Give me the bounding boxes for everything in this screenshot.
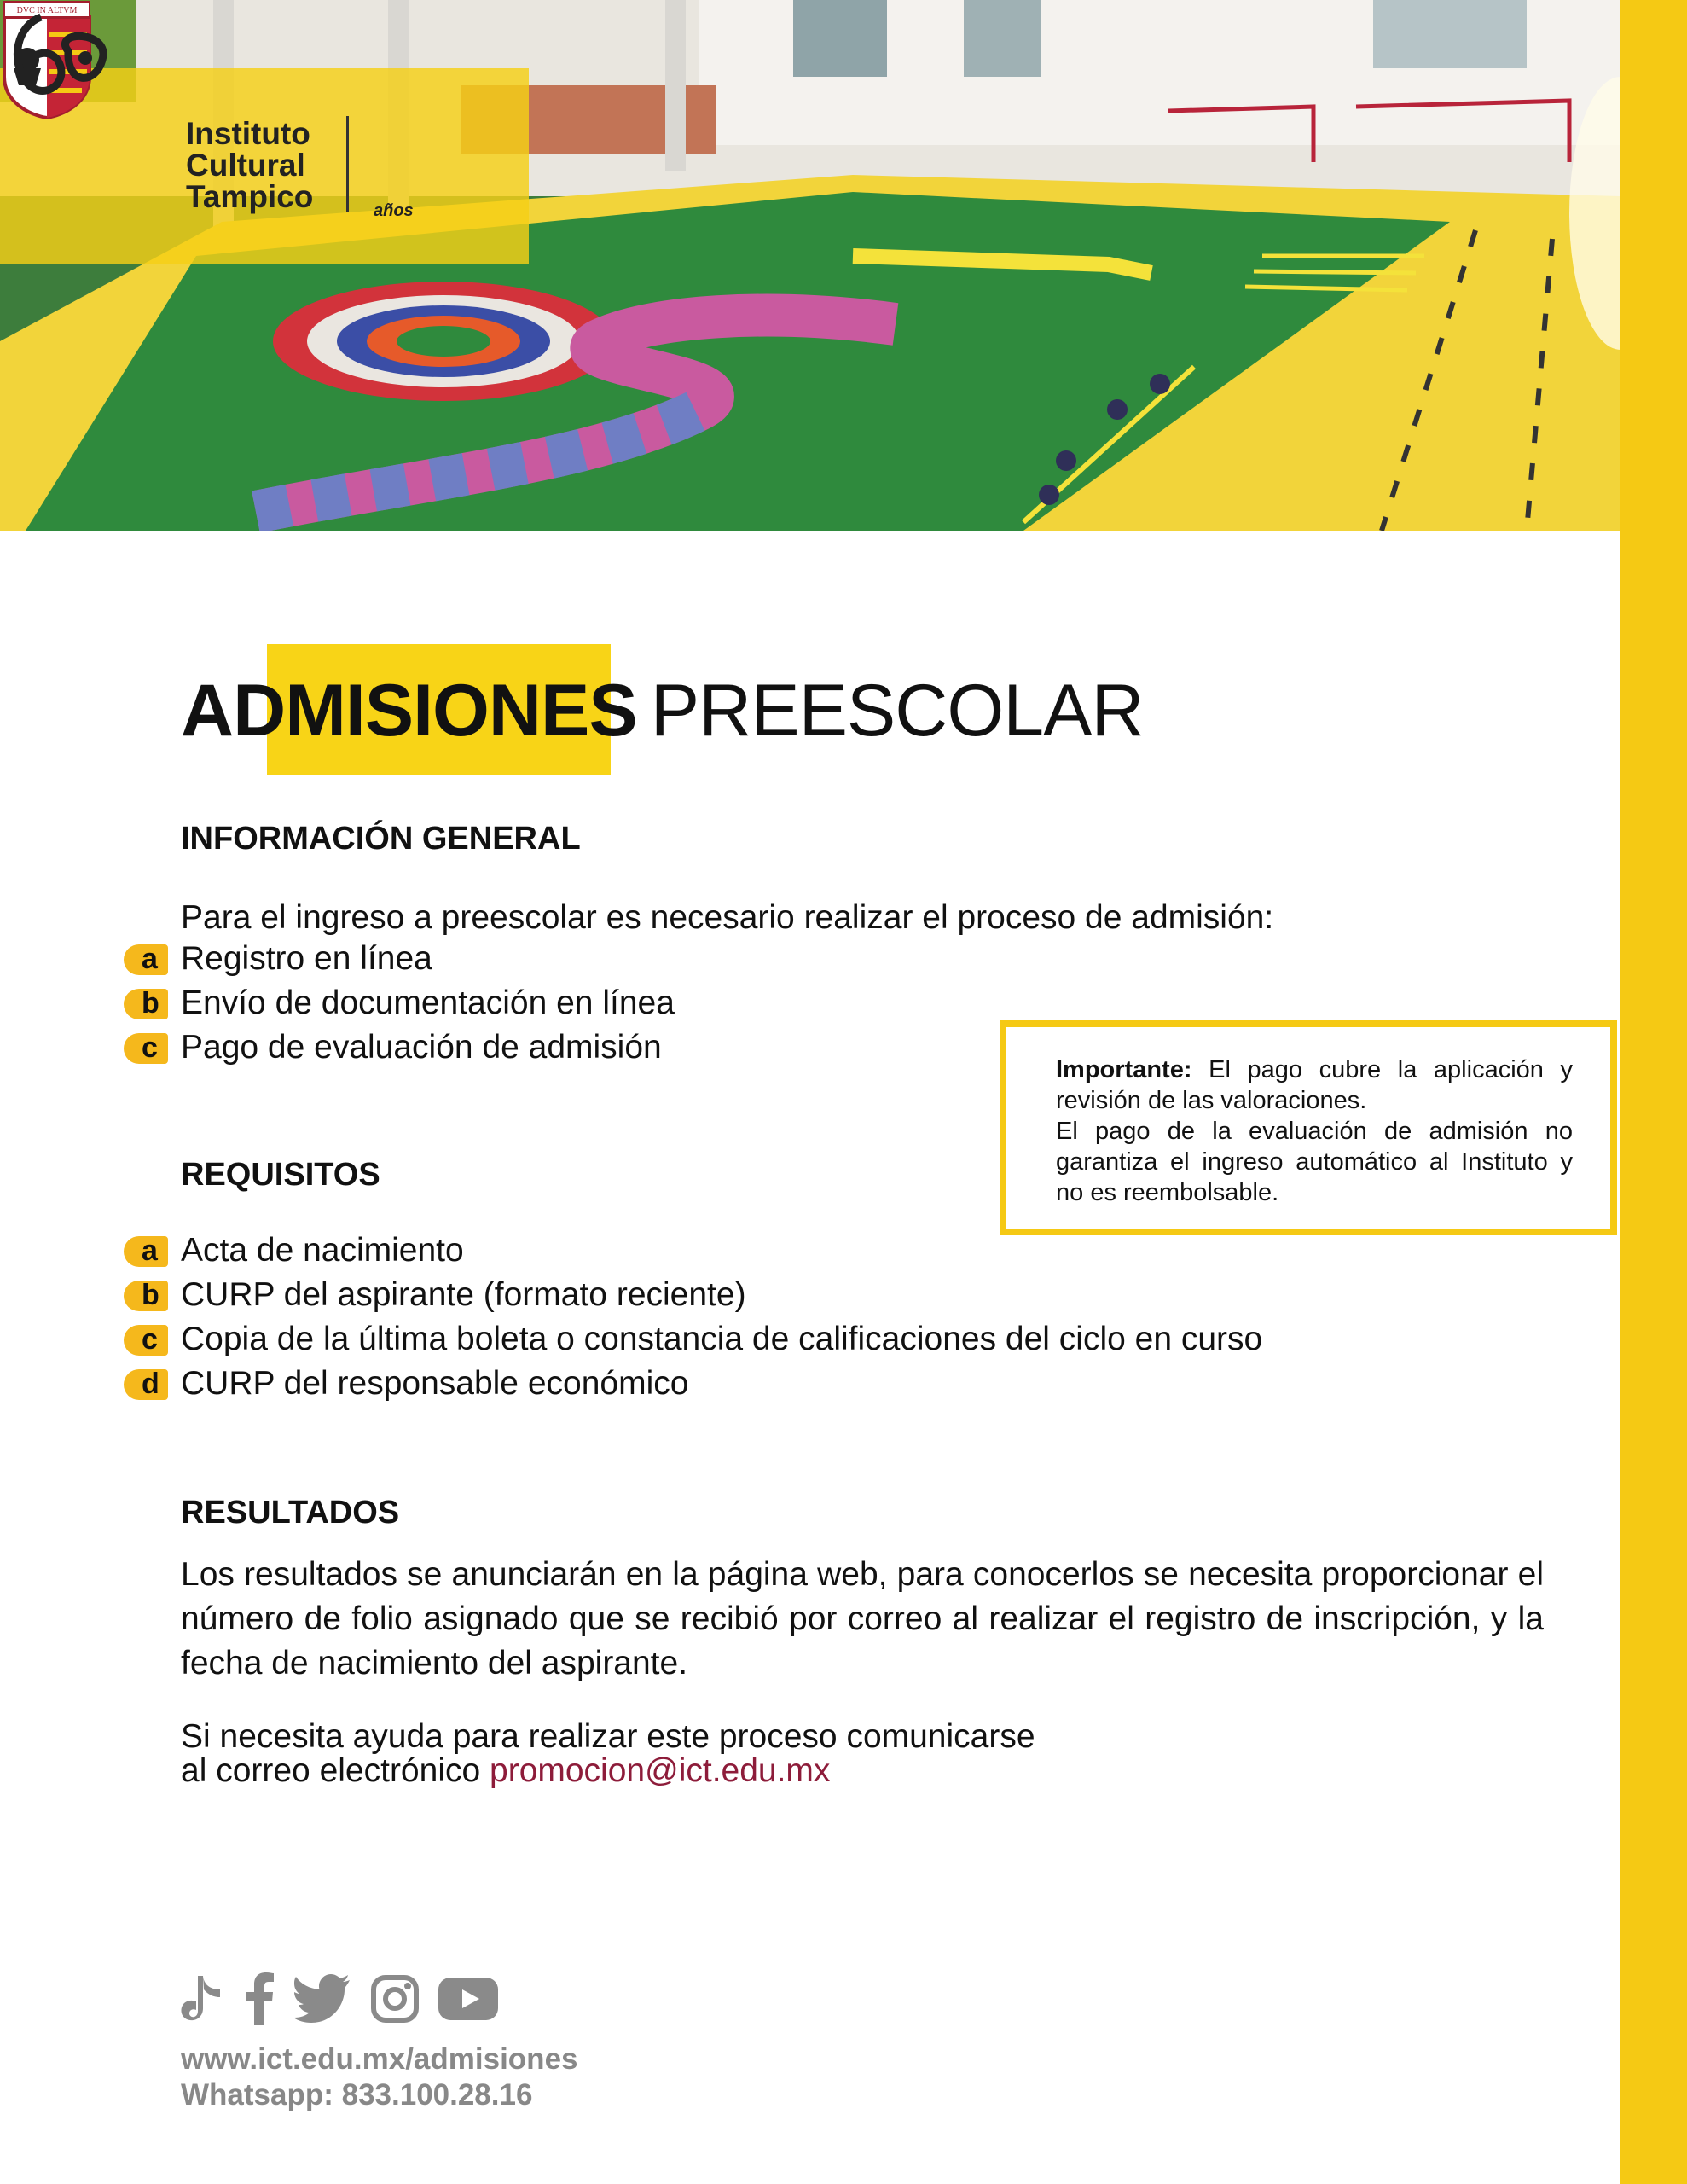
whatsapp-contact[interactable]: Whatsapp: 833.100.28.16 xyxy=(181,2078,533,2111)
title-light: PREESCOLAR xyxy=(650,670,1144,752)
page-title xyxy=(181,664,1144,758)
list-item-text: Copia de la última boleta o constancia de calificaciones del ciclo en curso xyxy=(181,1321,1263,1357)
right-accent-band xyxy=(1620,0,1687,2184)
list-item-text: Pago de evaluación de admisión xyxy=(181,1029,662,1066)
results-text: Los resultados se anunciarán en la página web, para conocerlos se necesita proporcionar el número de folio asignado que se recibió por correo al realizar el registro de inscripción, y la fecha de nacimiento del aspirante. xyxy=(181,1556,1544,1682)
help-email-link[interactable]: promocion@ict.edu.mx xyxy=(490,1752,831,1789)
bullet-letter: c xyxy=(142,1031,158,1064)
list-item-text: Registro en línea xyxy=(181,940,432,977)
important-text-2: El pago de la evaluación de admisión no garantiza el ingreso automático al Instituto y no es reembolsable. xyxy=(1056,1118,1573,1206)
instagram-icon[interactable] xyxy=(370,1974,420,2028)
requirements-heading: REQUISITOS xyxy=(181,1157,380,1193)
svg-text:DVC IN ALTVM: DVC IN ALTVM xyxy=(16,6,78,15)
bullet-letter: b xyxy=(142,987,159,1019)
help-line-1: Si necesita ayuda para realizar este proceso comunicarse xyxy=(181,1718,1035,1755)
hero-photo xyxy=(0,0,1620,531)
title-bold: ADMISIONES xyxy=(181,670,637,752)
twitter-icon[interactable] xyxy=(293,1974,351,2028)
important-notice-text xyxy=(1056,1054,1573,1208)
school-name: Instituto Cultural Tampico xyxy=(186,116,314,214)
important-label: Importante: xyxy=(1056,1056,1192,1083)
youtube-icon[interactable] xyxy=(438,1978,498,2024)
bullet-letter: b xyxy=(142,1279,159,1311)
help-line-2 xyxy=(181,1754,1035,1788)
help-text xyxy=(181,1720,1035,1788)
facebook-icon[interactable] xyxy=(246,1972,275,2030)
bullet-letter: d xyxy=(142,1368,159,1400)
bullet-letter: a xyxy=(142,943,158,975)
general-info-heading: INFORMACIÓN GENERAL xyxy=(181,821,581,857)
anniversary-label: años xyxy=(374,201,414,220)
social-icons xyxy=(177,1971,498,2030)
anniversary-60-icon xyxy=(0,0,119,107)
logo-divider xyxy=(346,116,349,212)
results-heading: RESULTADOS xyxy=(181,1495,400,1531)
list-item-text: Envío de documentación en línea xyxy=(181,985,675,1021)
website-link[interactable]: www.ict.edu.mx/admisiones xyxy=(181,2042,578,2076)
list-item-text: Acta de nacimiento xyxy=(181,1232,464,1269)
bullet-letter: a xyxy=(142,1234,158,1267)
list-item-text: CURP del responsable económico xyxy=(181,1365,689,1402)
help-line-2-prefix: al correo electrónico xyxy=(181,1752,490,1789)
important-text-1: El pago cubre la aplicación y revisión de las valoraciones. xyxy=(1056,1056,1573,1114)
general-intro: Para el ingreso a preescolar es necesario realizar el proceso de admisión: xyxy=(181,899,1274,936)
bullet-letter: c xyxy=(142,1323,158,1356)
tiktok-icon[interactable] xyxy=(177,1972,227,2030)
list-item-text: CURP del aspirante (formato reciente) xyxy=(181,1276,746,1313)
